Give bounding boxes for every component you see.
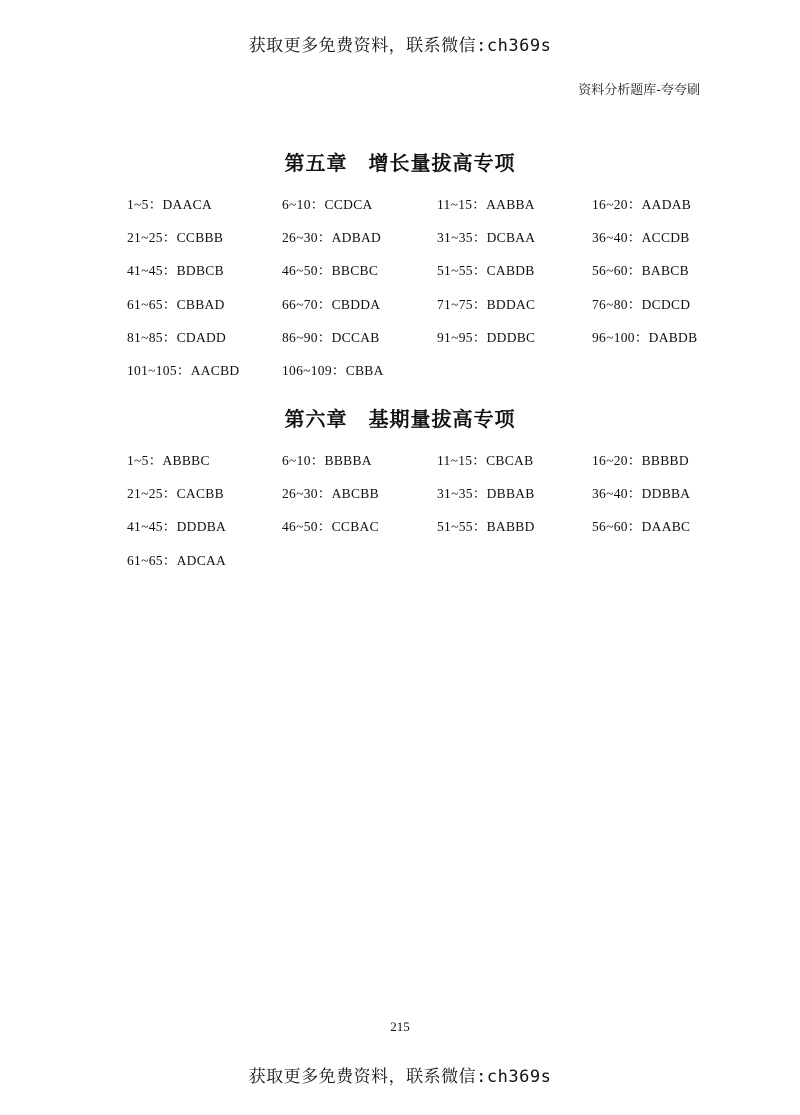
answer-item: 61~65：ADCAA — [127, 552, 227, 568]
answer-item: 6~10：CCDCA — [282, 196, 373, 212]
chapter-title: 第五章 增长量拔高专项 — [284, 151, 516, 175]
chapter-title: 第六章 基期量拔高专项 — [284, 407, 516, 431]
answer-item: 21~25：CCBBB — [127, 229, 224, 245]
answer-item: 71~75：BDDAC — [437, 296, 536, 312]
answer-list-chapter-5 — [127, 186, 747, 386]
answer-item: 46~50：BBCBC — [282, 263, 379, 279]
answer-item: 51~55：CABDB — [437, 263, 535, 279]
answer-item: 26~30：ABCBB — [282, 485, 379, 501]
answer-item: 46~50：CCBAC — [282, 519, 379, 535]
answer-item: 36~40：DDBBA — [592, 485, 691, 501]
answer-item: 6~10：BBBBA — [282, 452, 372, 468]
answer-item: 16~20：BBBBD — [592, 452, 689, 468]
answer-item: 106~109：CBBA — [282, 363, 384, 379]
answer-item: 21~25：CACBB — [127, 485, 224, 501]
answer-item: 1~5：ABBBC — [127, 452, 210, 468]
answer-item: 96~100：DABDB — [592, 329, 698, 345]
answer-item: 11~15：AABBA — [437, 196, 535, 212]
watermark-top: 获取更多免费资料，联系微信:ch369s — [248, 36, 552, 56]
answer-item: 1~5：DAACA — [127, 196, 213, 212]
answer-list-chapter-6 — [127, 442, 747, 575]
answer-item: 61~65：CBBAD — [127, 296, 225, 312]
answer-item: 31~35：DCBAA — [437, 229, 536, 245]
running-head: 资料分析题库-夸夸刷 — [578, 83, 700, 98]
answer-item: 41~45：DDDBA — [127, 519, 227, 535]
answer-item: 16~20：AADAB — [592, 196, 692, 212]
answer-item: 86~90：DCCAB — [282, 329, 380, 345]
answer-item: 81~85：CDADD — [127, 329, 227, 345]
answer-item: 31~35：DBBAB — [437, 485, 535, 501]
answer-item: 51~55：BABBD — [437, 519, 535, 535]
answer-item: 66~70：CBDDA — [282, 296, 381, 312]
answer-item: 56~60：BABCB — [592, 263, 689, 279]
answer-item: 41~45：BDBCB — [127, 263, 224, 279]
answer-item: 26~30：ADBAD — [282, 229, 382, 245]
answer-item: 91~95：DDDBC — [437, 329, 536, 345]
watermark-bottom: 获取更多免费资料，联系微信:ch369s — [248, 1067, 552, 1087]
answer-item: 11~15：CBCAB — [437, 452, 534, 468]
answer-item: 101~105：AACBD — [127, 363, 240, 379]
answer-item: 76~80：DCDCD — [592, 296, 691, 312]
page-number: 215 — [390, 1019, 410, 1034]
answer-item: 36~40：ACCDB — [592, 229, 690, 245]
answer-item: 56~60：DAABC — [592, 519, 691, 535]
